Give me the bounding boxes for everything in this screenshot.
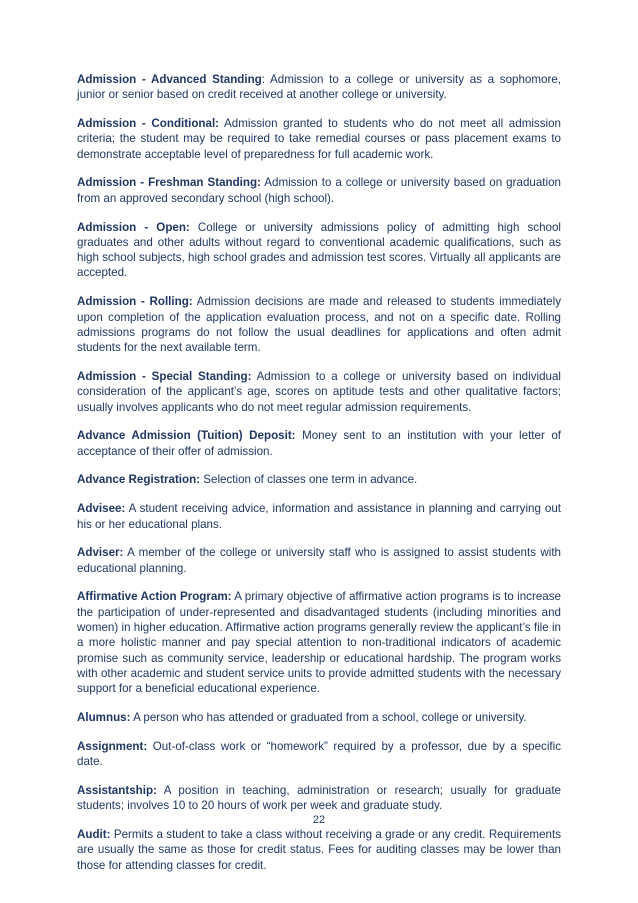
- glossary-entry-admission-freshman-standing: [77, 175, 561, 206]
- glossary-entry-admission-special-standing: [77, 369, 561, 415]
- glossary-term: Affirmative Action Program:: [77, 590, 232, 604]
- glossary-term: Adviser:: [77, 546, 124, 560]
- glossary-definition: Selection of classes one term in advance.: [203, 473, 418, 487]
- glossary-entry-advance-admission-deposit: [77, 428, 561, 459]
- glossary-term: Admission - Open:: [77, 220, 190, 234]
- glossary-entry-advance-registration: [77, 472, 561, 487]
- glossary-entry-advisee: [77, 501, 561, 532]
- glossary-definition: A person who has attended or graduated from a school, college or university.: [133, 711, 527, 724]
- glossary-term: Admission - Special Standing:: [77, 369, 252, 383]
- glossary-definition: Admission to a college or university based on graduation from an approved secondary school (high school).: [77, 176, 561, 205]
- glossary-entry-affirmative-action-program: [77, 589, 561, 696]
- glossary-entry-assistantship: [77, 783, 561, 814]
- term-separator: [157, 784, 164, 797]
- glossary-term: Advance Admission (Tuition) Deposit:: [77, 429, 296, 443]
- glossary-definition: Out-of-class work or “homework” required by a professor, due by a specific date.: [77, 739, 561, 769]
- glossary-definition: Money sent to an institution with your letter of acceptance of their offer of admission.: [77, 429, 561, 458]
- glossary-term: Advance Registration:: [77, 473, 201, 487]
- glossary-entry-alumnus: [77, 710, 561, 725]
- glossary-term: Audit:: [77, 827, 111, 841]
- glossary-entry-assignment: [77, 739, 561, 770]
- glossary-term: Assistantship:: [77, 783, 157, 797]
- glossary-term: Admission - Freshman Standing:: [77, 176, 261, 190]
- glossary-term: Alumnus:: [77, 711, 131, 724]
- glossary-definition: Admission to a college or university based on individual consideration of the applicant’s age, scores on aptitude tests and other qualitative factors; usually involves applicants who do not meet regular admission requirements.: [77, 369, 561, 414]
- glossary-entry-admission-open: [77, 220, 561, 281]
- glossary-definition: Admission to a college or university as a sophomore, junior or senior based on credit received at another college or university.: [77, 73, 561, 102]
- glossary-definition: A member of the college or university staff who is assigned to assist students with educational planning.: [77, 546, 561, 575]
- glossary-entry-adviser: [77, 545, 561, 576]
- glossary-definition: Permits a student to take a class without receiving a grade or any credit. Requirements are usually the same as those for credit status. Fees for auditing classes may be lower than those for attending classes for credit.: [77, 827, 561, 872]
- term-separator: [190, 221, 198, 234]
- glossary-entry-audit: [77, 827, 561, 873]
- glossary-definition: A primary objective of affirmative action programs is to increase the participation of under-represented and disadvantaged students (including minorities and women) in higher education. Affirmative action programs generally review the applicant’s file in a more holistic manner and pay special attention to non-traditional indicators of academic promise such as community service, leadership or educational hardship. The program works with other academic and student service units to provide admitted students with the necessary support for a beneficial educational experience.: [77, 590, 561, 696]
- glossary-term: Assignment:: [77, 739, 148, 753]
- glossary-term: Admission - Conditional:: [77, 117, 220, 131]
- glossary-definition: A position in teaching, administration or research; usually for graduate students; involves 10 to 20 hours of work per week and graduate study.: [77, 783, 561, 813]
- glossary-term: Admission - Rolling:: [77, 295, 193, 309]
- glossary-definition: Admission decisions are made and released to students immediately upon completion of the application evaluation process, and not on a specific date. Rolling admissions programs do not follow the usual deadlines for applications and often admit students for the next available term.: [77, 295, 561, 355]
- page-number: 22: [312, 814, 326, 826]
- glossary-term: Admission - Advanced Standing: [77, 73, 262, 86]
- glossary-entry-admission-rolling: [77, 294, 561, 355]
- glossary-term: Advisee:: [77, 502, 126, 516]
- glossary-definition: College or university admissions policy of admitting high school graduates and other adults without regard to conventional academic qualifications, such as high school subjects, high school grades and admission test scores. Virtually all applicants are accepted.: [77, 220, 561, 280]
- glossary-definition: A student receiving advice, information and assistance in planning and carrying out his or her educational plans.: [77, 502, 561, 531]
- term-separator: :: [261, 73, 271, 86]
- glossary-page: [77, 72, 561, 886]
- glossary-definition: Admission granted to students who do not meet all admission criteria; the student may be required to take remedial courses or pass placement exams to demonstrate acceptable level of preparedness for full academic work.: [77, 117, 561, 161]
- glossary-entry-admission-conditional: [77, 116, 561, 162]
- glossary-entry-admission-advanced-standing: [77, 72, 561, 103]
